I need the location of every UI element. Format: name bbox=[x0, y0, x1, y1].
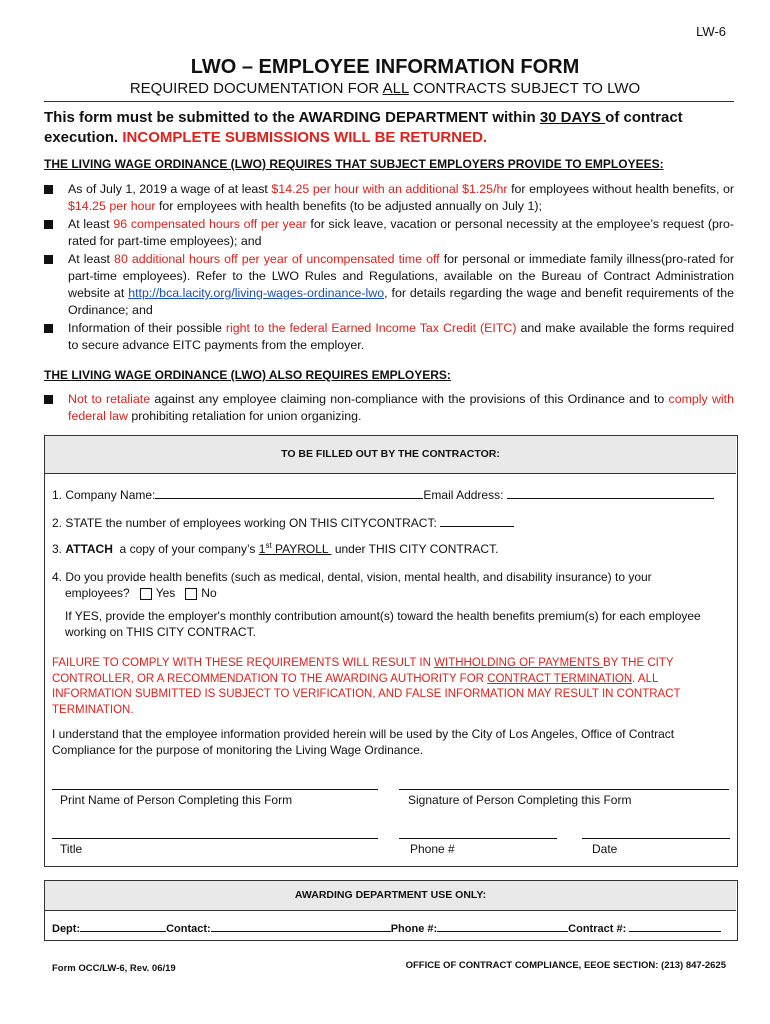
contract-field[interactable] bbox=[629, 919, 721, 932]
dept-phone-field[interactable] bbox=[437, 919, 568, 932]
payroll-ordinal: 1st PAYROLL bbox=[258, 541, 332, 556]
employee-count-row bbox=[52, 514, 514, 530]
bullet-icon bbox=[44, 324, 53, 333]
bullet-icon bbox=[44, 220, 53, 229]
phone-field[interactable] bbox=[399, 838, 557, 839]
title-field[interactable] bbox=[52, 838, 378, 839]
contact-field[interactable] bbox=[211, 919, 391, 932]
print-name-field[interactable] bbox=[52, 789, 378, 790]
email-label: Email Address: bbox=[423, 488, 504, 502]
department-row bbox=[52, 919, 721, 935]
section1-heading: THE LIVING WAGE ORDINANCE (LWO) REQUIRES THAT SUBJECT EMPLOYERS PROVIDE TO EMPLOYEES: bbox=[44, 157, 664, 171]
compliance-warning: FAILURE TO COMPLY WITH THESE REQUIREMENTS WILL RESULT IN WITHHOLDING OF PAYMENTS BY THE CITY CONTROLLER, OR A RECOMMENDATION TO THE AWARDING AUTHORITY FOR CONTRACT TERMINATION. ALL INFORMATION SUBMITTED IS SUBJECT TO VERIFICATION, AND FALSE INFORMATION MAY RESULT IN CONTRACT TERMINATION. bbox=[52, 657, 681, 716]
health-benefits-followup: If YES, provide the employer's monthly contribution amount(s) toward the health benefits premium(s) for each employee working on THIS CITY CONTRACT. bbox=[65, 609, 701, 639]
company-name-label: 1. Company Name: bbox=[52, 488, 156, 502]
page-subtitle: REQUIRED DOCUMENTATION FOR ALL CONTRACTS SUBJECT TO LWO bbox=[129, 80, 641, 97]
page-title: LWO – EMPLOYEE INFORMATION FORM bbox=[190, 56, 580, 78]
phone-label: Phone #: bbox=[390, 923, 438, 935]
employee-count-label: 2. STATE the number of employees working ON THIS CITYCONTRACT: bbox=[52, 516, 437, 530]
title-label: Title bbox=[60, 842, 83, 856]
contract-label: Contract #: bbox=[568, 923, 627, 935]
form-code: LW-6 bbox=[696, 24, 726, 39]
signature-label: Signature of Person Completing this Form bbox=[408, 793, 632, 807]
employee-count-field[interactable] bbox=[440, 514, 514, 527]
signature-field[interactable] bbox=[399, 789, 729, 790]
email-field[interactable] bbox=[507, 486, 714, 499]
date-field[interactable] bbox=[582, 838, 730, 839]
dept-field[interactable] bbox=[80, 919, 166, 932]
list-item: As of July 1, 2019 a wage of at least $14.25 per hour with an additional $1.25/hr for employees without health benefits, or $14.25 per hour for employees with health benefits (to be adjusted annually on July 1); bbox=[44, 181, 734, 215]
contact-label: Contact: bbox=[166, 923, 211, 935]
lwo-rules-link[interactable]: http://bca.lacity.org/living-wages-ordinance-lwo bbox=[128, 286, 385, 300]
office-contact: OFFICE OF CONTRACT COMPLIANCE, EEOE SECTION: (213) 847-2625 bbox=[405, 960, 726, 971]
yes-checkbox[interactable] bbox=[140, 588, 152, 600]
contractor-heading: TO BE FILLED OUT BY THE CONTRACTOR: bbox=[45, 436, 736, 474]
company-row bbox=[52, 486, 714, 502]
department-heading: AWARDING DEPARTMENT USE ONLY: bbox=[45, 881, 736, 911]
dept-label: Dept: bbox=[52, 923, 81, 935]
payroll-row: 3. ATTACH a copy of your company’s 1st PAYROLL under THIS CITY CONTRACT. bbox=[52, 541, 499, 556]
section2-bullet-list bbox=[44, 391, 734, 426]
list-item: At least 96 compensated hours off per year for sick leave, vacation or personal necessity at the employee’s request (pro-rated for part-time employees); and bbox=[44, 216, 734, 250]
list-item: Information of their possible right to the federal Earned Income Tax Credit (EITC) and make available the forms required to secure advance EITC payments from the employer. bbox=[44, 320, 734, 354]
phone-label: Phone # bbox=[410, 842, 455, 856]
bullet-icon bbox=[44, 395, 53, 404]
bullet-icon bbox=[44, 255, 53, 264]
form-revision: Form OCC/LW-6, Rev. 06/19 bbox=[52, 963, 176, 974]
header-divider bbox=[44, 101, 734, 102]
print-name-label: Print Name of Person Completing this Form bbox=[60, 793, 293, 807]
section2-heading: THE LIVING WAGE ORDINANCE (LWO) ALSO REQUIRES EMPLOYERS: bbox=[44, 368, 451, 382]
company-name-field[interactable] bbox=[155, 486, 423, 499]
acknowledgement-text: I understand that the employee information provided herein will be used by the City of Los Angeles, Office of Contract Compliance for the purpose of monitoring the Living Wage Ordinance. bbox=[52, 727, 675, 757]
health-benefits-question: 4. Do you provide health benefits (such as medical, dental, vision, mental health, and disability insurance) to your employees? Yes No bbox=[52, 570, 652, 600]
section1-bullet-list bbox=[44, 181, 734, 355]
submission-notice: This form must be submitted to the AWARDING DEPARTMENT within 30 DAYS of contract execution. INCOMPLETE SUBMISSIONS WILL BE RETURNED. bbox=[44, 109, 683, 146]
list-item: At least 80 additional hours off per year of uncompensated time off for personal or immediate family illness(pro-rated for part-time employees). Refer to the LWO Rules and Regulations, available on the Bureau of Contract Administration website at http://bca.lacity.org/living-wages-ordinance-lwo, for details regarding the wage and benefit requirements of the Ordinance; and bbox=[44, 251, 734, 319]
list-item: Not to retaliate against any employee claiming non-compliance with the provisions of this Ordinance and to comply with federal law prohibiting retaliation for union organizing. bbox=[44, 391, 734, 425]
bullet-icon bbox=[44, 185, 53, 194]
no-checkbox[interactable] bbox=[185, 588, 197, 600]
date-label: Date bbox=[592, 842, 618, 856]
